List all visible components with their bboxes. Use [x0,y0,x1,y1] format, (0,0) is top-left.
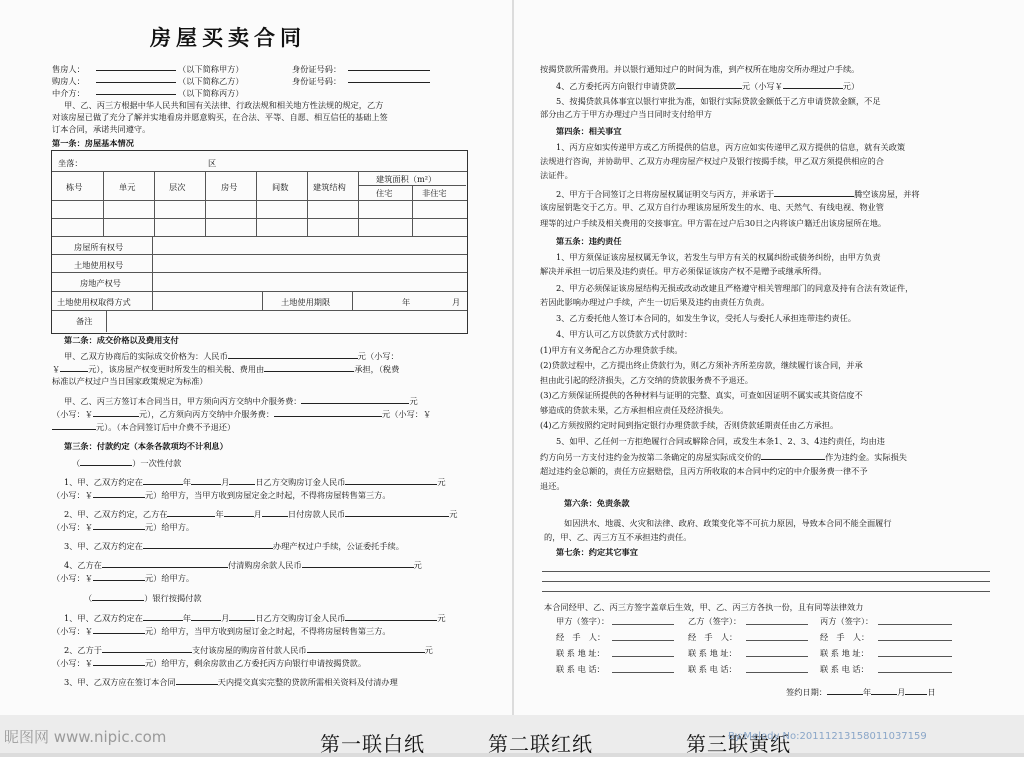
district-label: 区 [208,158,217,168]
column-header: 非住宅 [422,188,447,198]
effect-clause: 本合同经甲、乙、丙三方签字盖章后生效，甲、乙、丙三方各执一份，且有同等法律效力 [544,602,864,612]
row-label: 土地使用权号 [74,260,124,270]
article-2-line: 甲、乙、丙三方签订本合同当日，甲方须向丙方交纳中介服务费： 元 [64,396,418,406]
id-label: 身份证号码： [292,64,342,74]
watermark-left: 昵图网 www.nipic.com [4,728,167,746]
row-label: 土地使用权取得方式 [57,297,131,307]
copy-label-red: 第二联红纸 [488,732,593,756]
article-5-line: 2、甲方必须保证该房屋结构无损或改动改建且严格遵守相关管理部门的同意及持有合法有效证件， [556,283,914,293]
contract-title: 房屋买卖合同 [150,25,306,50]
article-4-line: 法证件。 [540,170,573,180]
article-5-line: 担由此引起的经济损失，乙方交纳的贷款服务费不予退还。 [540,375,753,385]
article-3-line: 2、甲、乙双方约定，乙方在 年 月 日付房款人民币 元 [64,509,458,519]
column-header: 房号 [221,182,238,192]
article-3-line: （小写：￥ 元）给甲方。 [52,522,195,532]
column-header: 栋号 [66,182,83,192]
copy-label-white: 第一联白纸 [320,732,425,756]
article-4-line: 2、甲方于合同签订之日将房屋权属证明交与丙方，并承诺于 腾空该房屋，并将 [556,189,920,199]
article-4-line: 该房屋钥匙交于乙方。甲、乙双方自行办理该房屋所发生的水、电、天然气、有线电视、物业管 [540,202,884,212]
article-2-title: 第二条：成交价格以及费用支付 [64,335,179,345]
column-header: 层次 [169,182,186,192]
article-4-line: 法规进行咨询，并协助甲、乙双方办理房屋产权过户及银行按揭手续，甲乙双方须提供相应的合 [540,156,884,166]
article-6-title: 第六条：免责条款 [564,498,630,508]
blank-line [542,571,990,572]
article-7-title: 第七条：约定其它事宜 [556,547,638,557]
article-2-line: 甲、乙双方协商后的实际成交价格为：人民币 元（小写： [64,351,399,361]
article-4-line: 理等的过户手续及相关费用的交接事宜。甲方需在过户后30日之内将该户籍迁出该房屋所在地。 [540,218,887,228]
date-unit: 月 [452,297,461,307]
copy-label-yellow: 第三联黄纸 [686,732,791,756]
preamble-line: 订本合同，承诺共同遵守。 [52,124,151,134]
article-3-line: （小写：￥ 元）给甲方。 [52,573,195,583]
party-alias: （以下简称甲方） [178,64,244,74]
date-unit: 年 [402,297,411,307]
article-5-line: (2)贷款过程中，乙方提出终止贷款行为，则乙方须补齐所差房款，继续履行该合同，并承 [540,360,863,370]
continuation-line: 部分由乙方于甲方办理过户当日同时支付给甲方 [540,109,712,119]
party-role: 售房人： [52,64,85,74]
article-5-line: 够造成的贷款未果，乙方承担相应责任及经济损失。 [540,405,729,415]
article-3-mortgage-line: 1、甲、乙双方约定在 年 月 日乙方交购房订金人民币 元 [64,613,446,623]
article-5-line: 超过违约金总额的，责任方应据赔偿，且丙方所收取的本合同中约定的中介服务费一律不予 [540,466,868,476]
watermark-right: By:Melody No:20111213158011037159 [728,731,927,742]
column-header: 住宅 [376,188,393,198]
article-3-title: 第三条：付款约定（本条各款项均不计利息） [64,441,228,451]
preamble-line: 对该房屋已做了充分了解并实地看房并愿意购买，在合法、平等、自愿、相互信任的基础上签 [52,112,388,122]
party-alias: （以下简称乙方） [178,76,244,86]
id-label: 身份证号码： [292,76,342,86]
article-5-line: 5、如甲、乙任何一方拒绝履行合同或解除合同，或发生本条1、2、3、4违约责任，均由违 [556,436,885,446]
article-3-line: 4、乙方在 付清购房余款人民币 元 [64,560,422,570]
area-header: 建筑面积（m²） [376,174,437,184]
article-5-line: 4、甲方认可乙方以贷款方式付款时： [556,329,693,339]
article-5-title: 第五条：违约责任 [556,236,622,246]
contract-page-left [0,0,512,715]
article-5-line: 解决并承担一切后果及违约责任。甲方必须保证该房产权不是赠予或继承所得。 [540,266,827,276]
article-1-title: 第一条：房屋基本情况 [52,138,134,148]
article-5-line: 3、乙方委托他人签订本合同的，如发生争议，受托人与委托人承担连带违约责任。 [556,313,856,323]
article-5-line: 退还。 [540,481,565,491]
article-3-mortgage-line: （小写：￥ 元）给甲方，剩余房款由乙方委托丙方向银行申请按揭贷款。 [52,658,367,668]
article-4-line: 1、丙方应如实传递甲方或乙方所提供的信息，丙方应如实传递甲乙双方提供的信息，就有关政策 [556,142,906,152]
article-2-line: ￥ 元），该房屋产权变更时所发生的相关税、费用由 承担，（税费 [52,364,400,374]
article-3-line: 3、甲、乙双方约定在 办理产权过户手续，公证委托手续。 [64,541,404,551]
article-2-line: 元）。（本合同签订后中介费不予退还） [52,421,235,432]
article-6-line: 如因洪水、地震、火灾和法律、政府、政策变化等不可抗力原因，导致本合同不能全面履行 [564,518,892,528]
column-header: 间数 [272,182,289,192]
contract-page-right: 按揭贷款所需费用。并以银行通知过户的时间为准，到产权所在地房交所办理过户手续。 4、乙方委托丙方向银行申请贷款 元（小写￥ 元） 5、按揭贷款具体事宜以银行审批为准，如银行实际贷款金额低于乙方申请贷款金额，不足 部分由乙方于甲方办理过户当日同时支付给甲方 第四条：相关事宜 1、丙方应如实传递甲方或乙方所提供的信息，丙方应如实传递甲乙双方提供的信息，就有关政策 法规进行咨询，并协助甲、乙双方办理房屋产权过户及银行按揭手续，甲乙双方须提供相应的合 法证件。 2、甲方于合同签订之日将房屋权属证明交与丙方，并承诺于 腾空该房屋，并将 该房屋钥匙交于乙方。甲、乙双方自行办理该房屋所发生的水、电、天然气、有线电视、物业管 理等的过户手续及相关费用的交接事宜。甲方需在过户后30日之内将该户籍迁出该房屋所在地。 第五条：违约责任 1、甲方须保证该房屋权属无争议，若发生与甲方有关的权属纠纷或债务纠纷，由甲方负责 解决并承担一切后果及违约责任。甲方必须保证该房产权不是赠予或继承所得。 2、甲方必须保证该房屋结构无损或改动改建且严格遵守相关管理部门的同意及持有合法有效证件， 若因此影响办理过户手续，产生一切后果及违约由责任方负责。 3、乙方委托他人签订本合同的，如发生争议，受托人与委托人承担连带违约责任。 4、甲方认可乙方以贷款方式付款时： (1)甲方有义务配合乙方办理贷款手续。 (2)贷款过程中，乙方提出终止贷款行为，则乙方须补齐所差房款，继续履行该合同，并承 担由此引起的经济损失，乙方交纳的贷款服务费不予退还。 (3)乙方须保证所提供的各种材料与证明的完整、真实，可查如因证明不属实或其资信度不 够造成的贷款未果，乙方承担相应责任及经济损失。 (4)乙方须按照约定时间到指定银行办理贷款手续，否则贷款延期责任由乙方承担。 5、如甲、乙任何一方拒绝履行合同或解除合同，或发生本条1、2、3、4违约责任，均由违 约方向另一方支付违约金为按第二条确定的房屋实际成交价的 作为违约金。实际损失 超过违约金总额的，责任方应据赔偿，且丙方所收取的本合同中约定的中介服务费一律不予 退还。 第六条：免责条款 如因洪水、地震、火灾和法律、政府、政策变化等不可抗力原因，导致本合同不能全面履行 的，甲、乙、丙三方互不承担违约责任。 第七条：约定其它事宜 本合同经甲、乙、丙三方签字盖章后生效，甲、乙、丙三方各执一份，且有同等法律效力 甲方（签字）： 经 手 人： 联 系 地 址： 联 系 电 话： 乙方（签字）： 经 手 人： 联 系 地 址： 联 系 电 话： 丙方（签字）： 经 手 人： 联 系 地 址： 联 系 电 话： 签约日期： 年 月 日 [514,0,1024,715]
article-4-title: 第四条：相关事宜 [556,126,622,136]
article-3-line: 1、甲、乙双方约定在 年 月 日乙方交购房订金人民币 元 [64,477,446,487]
article-6-line: 的，甲、乙、丙三方互不承担违约责任。 [544,532,692,542]
blank-line [542,581,990,582]
row-label: 房地产权号 [80,278,121,288]
article-5-line: (1)甲方有义务配合乙方办理贷款手续。 [540,345,683,355]
preamble-line: 甲、乙、丙三方根据中华人民共和国有关法律、行政法规和相关地方性法规的规定，乙方 [64,100,384,110]
party-role: 购房人： [52,76,85,86]
article-5-line: (3)乙方须保证所提供的各种材料与证明的完整、真实，可查如因证明不属实或其资信度不 [540,390,863,400]
row-label: 土地使用期限 [281,297,331,307]
article-3-mortgage-line: 3、甲、乙双方应在签订本合同 天内提交真实完整的贷款所需相关资料及付清办理 [64,677,398,687]
location-label: 坐落： [58,158,83,168]
article-3-line: （小写：￥ 元）给甲方，当甲方收到房屋定金之时起，不得将房屋转售第三方。 [52,490,391,500]
party-alias: （以下简称丙方） [178,88,244,98]
article-5-line: 1、甲方须保证该房屋权属无争议，若发生与甲方有关的权属纠纷或债务纠纷，由甲方负责 [556,252,881,262]
payment-option: （ ）一次性付款 [72,458,182,468]
row-label: 房屋所有权号 [74,242,124,252]
party-role: 中介方： [52,88,85,98]
article-3-mortgage-line: 2、乙方于 支付该房屋的购房首付款人民币 元 [64,645,433,655]
article-2-line: 标准以产权过户当日国家政策规定为标准） [52,376,208,386]
article-5-line: 约方向另一方支付违约金为按第二条确定的房屋实际成交价的 作为违约金。实际损失 [540,452,907,462]
payment-option: （ ）银行按揭付款 [84,593,202,603]
blank-line [542,591,990,592]
column-header: 建筑结构 [313,182,346,192]
article-5-line: 若因此影响办理过户手续，产生一切后果及违约由责任方负责。 [540,297,770,307]
signing-date: 签约日期： 年 月 日 [786,687,936,697]
article-5-line: (4)乙方须按照约定时间到指定银行办理贷款手续，否则贷款延期责任由乙方承担。 [540,420,839,430]
continuation-line: 5、按揭贷款具体事宜以银行审批为准，如银行实际贷款金额低于乙方申请贷款金额，不足 [556,96,881,106]
article-3-mortgage-line: （小写：￥ 元）给甲方，当甲方收到房屋订金之时起，不得将房屋转售第三方。 [52,626,391,636]
article-2-line: （小写：￥ 元），乙方须向丙方交纳中介服务费： 元（小写：￥ [52,409,432,419]
row-label: 备注 [76,316,93,326]
continuation-line: 4、乙方委托丙方向银行申请贷款 元（小写￥ 元） [556,81,860,91]
column-header: 单元 [119,182,136,192]
continuation-line: 按揭贷款所需费用。并以银行通知过户的时间为准，到产权所在地房交所办理过户手续。 [540,64,860,74]
